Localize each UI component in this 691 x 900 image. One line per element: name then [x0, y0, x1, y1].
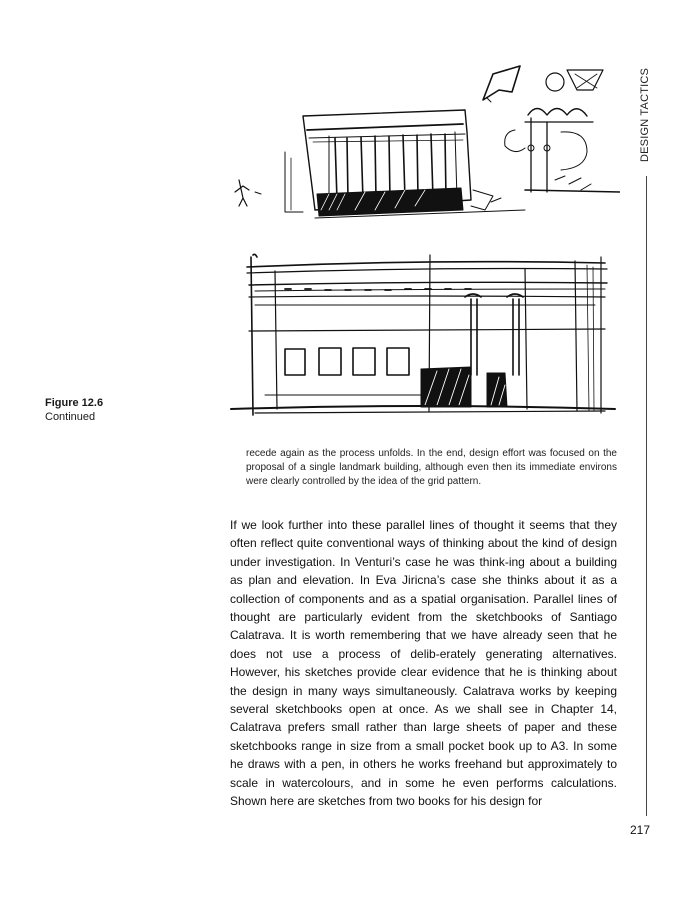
quoted-paragraph: recede again as the process unfolds. In the end, design effort was focused on the proposal of a single landmark building, although even then its immediate environs were clearly controlled by the idea of the grid pattern.	[246, 448, 617, 487]
figure-sketch-bottom	[225, 245, 620, 420]
figure-number: Figure 12.6	[45, 397, 104, 409]
figure-sketch-top	[225, 60, 620, 230]
body-paragraph: If we look further into these parallel lines of thought it seems that they often reflect quite conventional ways of thinking about the kind of design under investigation. In Venturi’s case he was think-ing about a building as plan and elevation. In Eva Jiricna’s case she thinks about it as a collection of components and as a spatial organisation. Parallel lines of thought are particularly evident from the sketchbooks of Santiago Calatrava. It is worth remembering that we have already seen that he does not use a process of delib-erately generating alternatives. However, his sketches provide clear evidence that he is thinking about the design in many ways simultaneously. Calatrava works by keeping several sketchbooks open at once. As we shall see in Chapter 14, Calatrava prefers small rather than large sheets of paper and these sketchbooks range in size from a small pocket book up to A3. In some he draws with a pen, in others he works freehand but approximately to scale in watercolours, and in some he even performs calculations. Shown here are sketches from two books for his design for	[230, 518, 617, 809]
running-head-rule	[646, 176, 647, 816]
figure-caption	[45, 396, 103, 424]
running-head	[636, 62, 656, 162]
running-head-text: DESIGN TACTICS	[639, 67, 651, 162]
page-number: 217	[630, 823, 651, 837]
figure-caption-text: Continued	[45, 411, 96, 423]
